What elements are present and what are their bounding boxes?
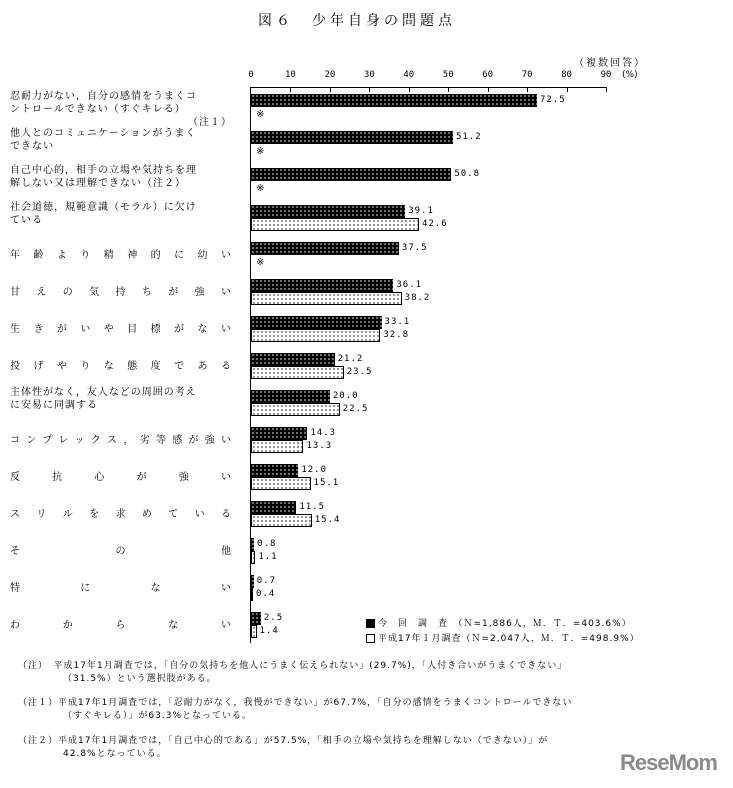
x-tick-label: 40 [403,70,415,80]
legend-previous [366,631,640,644]
axis-unit-label: (%) [622,70,638,80]
bar-current-survey [251,279,393,292]
category-label-line: 社会道徳，規範意識（モラル）に欠け [10,202,197,213]
footnote-line: （すぐキレる）」が63.3%となっている。 [63,711,253,721]
category-label-line: 甘えの気持ちが強い [10,287,232,298]
bar-previous-survey [251,329,380,342]
bar-previous-survey [251,366,344,379]
x-tick-label: 80 [561,70,572,80]
x-tick-label: 90 [600,70,612,80]
x-tick-label: 60 [482,70,494,80]
footnote-marker: （注１） [18,698,59,708]
category-label [10,127,232,153]
category-label-line: スリルを求めている [10,509,232,520]
value-label-previous: 15.4 [314,515,341,525]
value-label-previous: 15.1 [313,478,340,488]
footnote-line [18,660,567,673]
category-label-line: わからない [10,620,232,631]
bar-current-survey [251,131,453,144]
resemom-logo: ReseMom [620,750,717,775]
value-label-previous: 13.3 [306,441,333,451]
category-label [10,360,232,373]
footnote-line [18,697,572,710]
bar-current-survey [251,242,399,255]
footnote-marker: （注） [18,661,54,671]
legend-swatch-previous-icon [366,634,375,643]
category-label [10,90,232,129]
not-asked-mark: ※ [256,146,265,157]
bar-current-survey [251,390,330,403]
value-label-current: 51.2 [455,132,482,142]
value-label-previous: 23.5 [346,367,373,377]
multiple-answers-note: （複数回答） [574,58,646,69]
category-label-line: ントロールできない（すぐキレる） [10,104,186,115]
bar-current-survey [251,612,261,625]
category-label-line: 解しない又は理解できない（注２） [10,178,186,189]
bar-current-survey [251,316,382,329]
category-label [10,582,232,595]
bar-current-survey [251,575,254,588]
legend-previous-label: 平成17年１月調査（Ｎ=2,047人，Ｍ．Ｔ．=498.9%） [378,634,640,644]
category-label-line: ている [10,215,43,226]
x-tick-label: 10 [285,70,296,80]
category-label-line: 反抗心が強い [10,472,232,483]
legend-current [366,616,632,629]
value-label-previous: 0.4 [256,589,276,599]
value-label-current: 2.5 [263,613,284,623]
value-label-current: 37.5 [401,243,428,253]
legend-current-label: 今 回 調 査 （Ｎ=1,886人，Ｍ．Ｔ．=403.6%） [378,619,632,629]
category-label-line: に安易に同調する [10,400,98,411]
category-label [10,619,232,632]
value-label-current: 33.1 [384,317,411,327]
bar-previous-survey [251,588,253,601]
category-label-line: その他 [10,546,232,557]
bar-previous-survey [251,218,419,231]
category-label [10,249,232,262]
category-label [10,545,232,558]
value-label-current: 20.0 [332,391,359,401]
value-label-previous: 32.8 [383,330,410,340]
category-label [10,471,232,484]
value-label-current: 0.8 [257,539,277,549]
bar-previous-survey [251,514,312,527]
chart-title: 図６ 少年自身の問題点 [258,13,456,29]
value-label-current: 21.2 [337,354,364,364]
footnote [18,660,567,686]
category-label-line: （注１） [188,117,232,128]
value-label-previous: 38.2 [404,293,431,303]
value-label-current: 50.8 [454,169,481,179]
footnote [18,697,572,723]
x-tick-label: 0 [248,70,254,80]
category-label-line: 他人とのコミュニケーションがうまく [10,128,197,139]
x-tick-label: 70 [521,70,533,80]
not-asked-mark: ※ [256,109,265,120]
value-label-previous: 42.6 [422,219,448,229]
category-label [10,164,232,190]
bar-previous-survey [251,292,402,305]
category-label [10,323,232,336]
bar-current-survey [251,464,298,477]
x-tick-label: 30 [363,70,375,80]
category-label [10,434,232,447]
value-label-previous: 1.1 [258,552,278,562]
category-label-line: 主体性がなく，友人などの周囲の考え [10,387,197,398]
footnote-line [18,735,548,748]
bar-current-survey [251,94,537,107]
bar-current-survey [251,168,451,181]
category-label-line: 特にない [10,583,232,594]
x-tick-label: 20 [324,70,336,80]
category-label-line: 生きがいや目標がない [10,324,232,335]
value-label-current: 14.3 [310,428,337,438]
not-asked-mark: ※ [256,257,265,268]
bar-previous-survey [251,440,303,453]
category-label [10,508,232,521]
bar-current-survey [251,427,307,440]
category-label-line: できない [10,141,54,152]
x-tick-label: 50 [442,70,454,80]
x-axis-line [251,87,606,88]
bar-previous-survey [251,551,255,564]
value-label-previous: 22.5 [342,404,369,414]
category-label [10,286,232,299]
value-label-current: 36.1 [396,280,423,290]
bar-previous-survey [251,477,311,490]
value-label-current: 12.0 [301,465,328,475]
category-label-line: 年齢より精神的に幼い [10,250,232,261]
footnote-marker: （注２） [18,736,59,746]
footnote-line: 42.8%となっている。 [63,749,167,759]
bar-current-survey [251,538,254,551]
value-label-current: 0.7 [256,576,277,586]
bar-current-survey [251,353,335,366]
value-label-current: 72.5 [539,95,566,105]
bar-current-survey [251,205,405,218]
category-label [10,386,232,412]
bar-previous-survey [251,403,340,416]
footnote-text: 平成17年1月調査では，「忍耐力がなく，我慢ができない」が67.7%，「自分の感情をうまくコントロールできない [58,698,573,708]
legend-swatch-current-icon [366,619,375,628]
footnote-text: 平成17年1月調査では，「自分の気持ちを他人にうまく伝えられない」(29.7%)，「人付き合いがうまくできない」 [53,661,568,671]
bar-current-survey [251,501,296,514]
value-label-current: 39.1 [408,206,434,216]
value-label-current: 11.5 [299,502,326,512]
category-label [10,201,232,227]
value-label-previous: 1.4 [259,626,279,636]
category-label-line: コンプレックス，劣等感が強い [10,435,232,446]
footnote-line: （31.5%）という選択肢がある。 [63,674,217,684]
not-asked-mark: ※ [256,183,265,194]
x-tick-mark [606,87,607,92]
category-label-line: 自己中心的，相手の立場や気持ちを理 [10,165,197,176]
footnote [18,735,548,761]
footnote-text: 平成17年1月調査では，「自己中心的である」が57.5%，「相手の立場や気持ちを理解しない（できない）」が [58,736,549,746]
category-label-line: 忍耐力がない，自分の感情をうまくコ [10,91,197,102]
bar-previous-survey [251,625,257,638]
category-label-line: 投げやりな態度である [10,361,232,372]
